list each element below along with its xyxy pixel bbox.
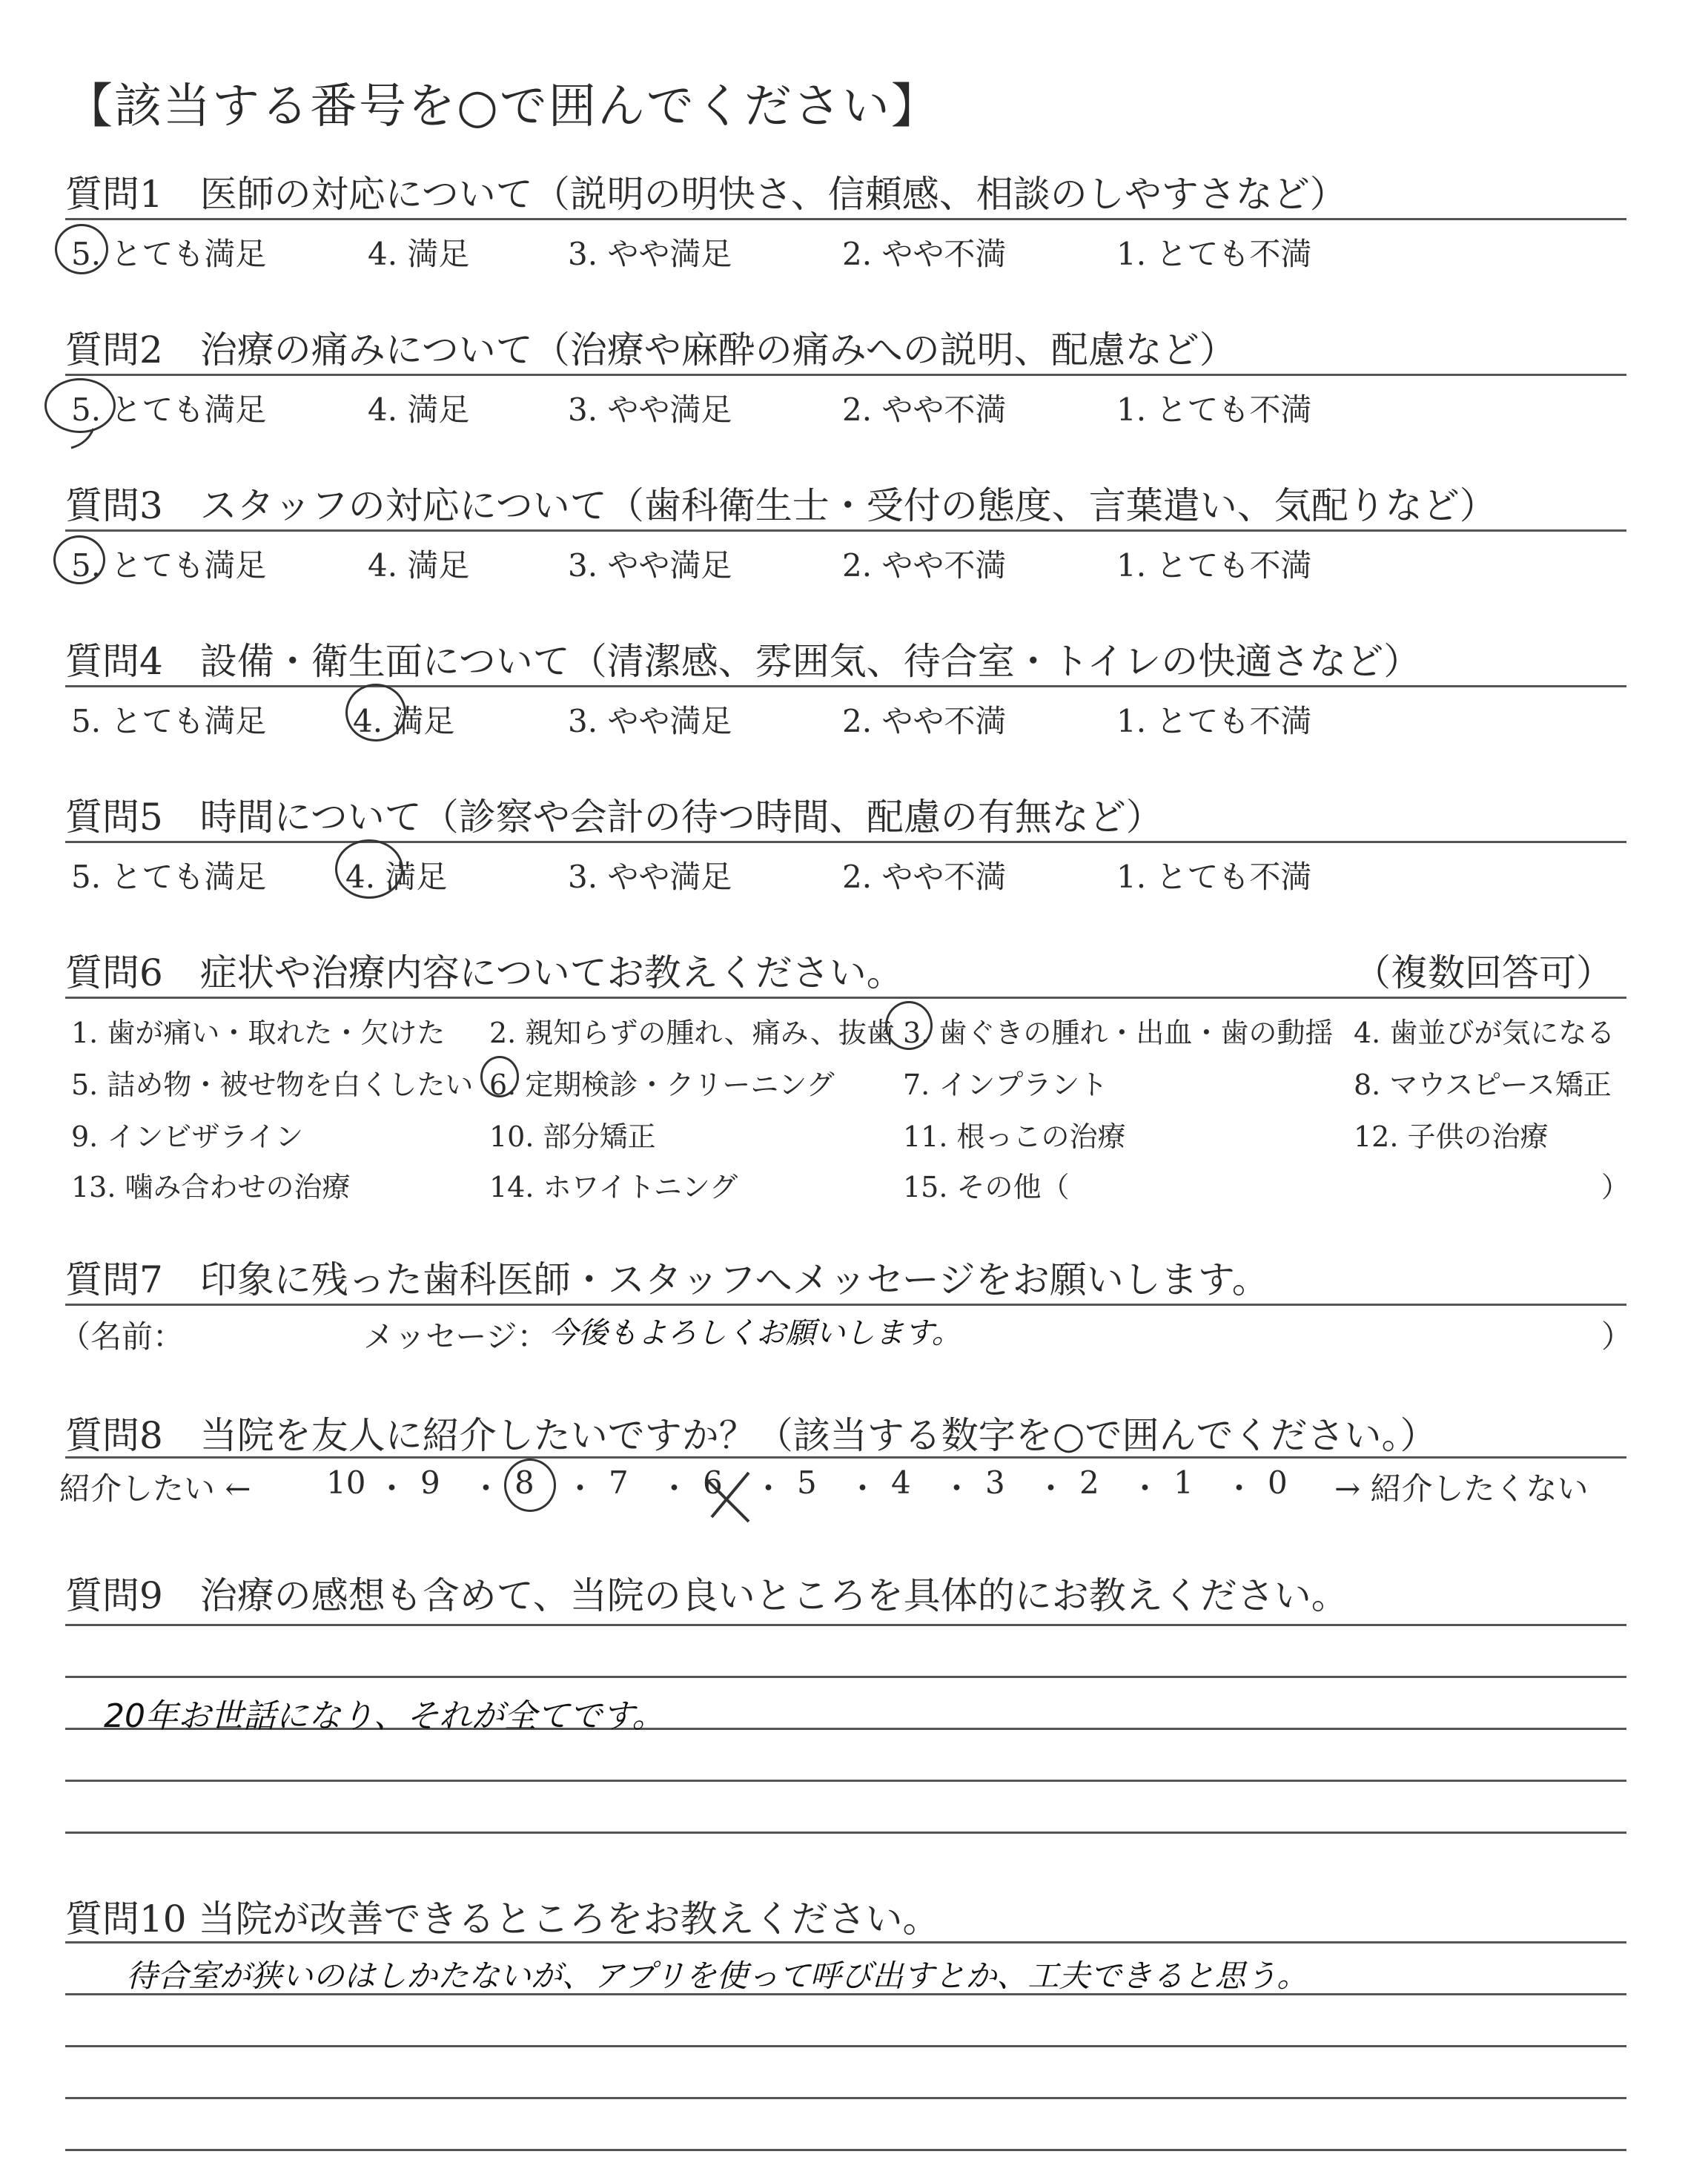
q1-option-4[interactable]: 4. 満足 bbox=[368, 236, 470, 272]
scale-separator: ・ bbox=[752, 1470, 784, 1507]
q3-option-4[interactable]: 4. 満足 bbox=[368, 547, 470, 584]
q4-option-2[interactable]: 2. やや不満 bbox=[842, 703, 1007, 739]
scale-value-8[interactable]: 8 bbox=[514, 1464, 534, 1501]
question-3-title: 質問3 スタッフの対応について（歯科衛生士・受付の態度、言葉遣い、気配りなど） bbox=[65, 484, 1497, 527]
q5-option-2[interactable]: 2. やや不満 bbox=[842, 859, 1007, 895]
crossed-out-mark bbox=[707, 1473, 749, 1522]
question-5-title: 質問5 時間について（診察や会計の待つ時間、配慮の有無など） bbox=[65, 796, 1163, 839]
question-7-title: 質問7 印象に残った歯科医師・スタッフへメッセージをお願いします。 bbox=[65, 1258, 1269, 1301]
q6-option-11[interactable]: 11. 根っこの治療 bbox=[903, 1120, 1126, 1153]
scale-separator: ・ bbox=[1129, 1470, 1161, 1507]
q1-option-1[interactable]: 1. とても不満 bbox=[1116, 236, 1312, 272]
scale-value-5[interactable]: 5 bbox=[797, 1464, 817, 1501]
q6-option-9[interactable]: 9. インビザライン bbox=[71, 1120, 304, 1153]
q6-option-12[interactable]: 12. 子供の治療 bbox=[1354, 1120, 1549, 1153]
pen-stroke bbox=[71, 429, 93, 448]
q3-option-5[interactable]: 5. とても満足 bbox=[71, 547, 267, 584]
q6-option-13[interactable]: 13. 噛み合わせの治療 bbox=[71, 1171, 351, 1203]
q6-option-8[interactable]: 8. マウスピース矯正 bbox=[1354, 1069, 1612, 1101]
q6-option-1[interactable]: 1. 歯が痛い・取れた・欠けた bbox=[71, 1017, 446, 1049]
scale-separator: ・ bbox=[564, 1470, 596, 1507]
q1-option-3[interactable]: 3. やや満足 bbox=[568, 236, 732, 272]
q2-option-4[interactable]: 4. 満足 bbox=[368, 392, 470, 428]
scale-separator: ・ bbox=[847, 1470, 878, 1507]
q6-option-15[interactable]: 15. その他（ bbox=[903, 1171, 1070, 1203]
handwritten-improvement: 待合室が狭いのはしかたないが、アプリを使って呼び出すとか、工夫できると思う。 bbox=[126, 1958, 1308, 1994]
scale-value-0[interactable]: 0 bbox=[1268, 1464, 1288, 1501]
q6-option-5[interactable]: 5. 詰め物・被せ物を白くしたい bbox=[71, 1069, 474, 1101]
q5-option-4[interactable]: 4. 満足 bbox=[345, 859, 448, 895]
q3-option-2[interactable]: 2. やや不満 bbox=[842, 547, 1007, 584]
page-header: 【該当する番号を○で囲んでください】 bbox=[65, 79, 940, 134]
q1-option-5[interactable]: 5. とても満足 bbox=[71, 236, 267, 272]
scale-value-7[interactable]: 7 bbox=[609, 1464, 629, 1501]
message-label: メッセージ： bbox=[363, 1318, 549, 1355]
q2-option-1[interactable]: 1. とても不満 bbox=[1116, 392, 1312, 428]
q6-option-14[interactable]: 14. ホワイトニング bbox=[489, 1171, 738, 1203]
scale-separator: ・ bbox=[1035, 1470, 1067, 1507]
scale-value-9[interactable]: 9 bbox=[420, 1464, 440, 1501]
q6-option-7[interactable]: 7. インプラント bbox=[903, 1069, 1108, 1101]
q3-option-3[interactable]: 3. やや満足 bbox=[568, 547, 732, 584]
q1-option-2[interactable]: 2. やや不満 bbox=[842, 236, 1007, 272]
q5-option-1[interactable]: 1. とても不満 bbox=[1116, 859, 1312, 895]
q4-option-4[interactable]: 4. 満足 bbox=[353, 703, 455, 739]
q4-option-1[interactable]: 1. とても不満 bbox=[1116, 703, 1312, 739]
q2-option-5[interactable]: 5. とても満足 bbox=[71, 392, 267, 428]
handwritten-message: 今後もよろしくお願いします。 bbox=[549, 1316, 961, 1350]
q4-option-5[interactable]: 5. とても満足 bbox=[71, 703, 267, 739]
q5-option-3[interactable]: 3. やや満足 bbox=[568, 859, 732, 895]
q6-option-3[interactable]: 3. 歯ぐきの腫れ・出血・歯の動揺 bbox=[903, 1017, 1334, 1049]
scale-value-4[interactable]: 4 bbox=[891, 1464, 911, 1501]
question-9-title: 質問9 治療の感想も含めて、当院の良いところを具体的にお教えください。 bbox=[65, 1574, 1348, 1617]
q6-option-6[interactable]: 6. 定期検診・クリーニング bbox=[489, 1069, 835, 1101]
q6-other-close-paren: ） bbox=[1601, 1171, 1630, 1203]
scale-separator: ・ bbox=[1223, 1470, 1255, 1507]
multiple-answers-note: （複数回答可） bbox=[1354, 951, 1613, 994]
recommend-right-label: → 紹介したくない bbox=[1334, 1470, 1589, 1507]
scale-value-6[interactable]: 6 bbox=[703, 1464, 723, 1501]
q4-option-3[interactable]: 3. やや満足 bbox=[568, 703, 732, 739]
scale-value-2[interactable]: 2 bbox=[1079, 1464, 1099, 1501]
scale-separator: ・ bbox=[941, 1470, 973, 1507]
q6-option-2[interactable]: 2. 親知らずの腫れ、痛み、抜歯 bbox=[489, 1017, 895, 1049]
scale-separator: ・ bbox=[658, 1470, 690, 1507]
scale-value-10[interactable]: 10 bbox=[326, 1464, 366, 1501]
handwritten-good-points: 20年お世話になり、それが全てです。 bbox=[104, 1697, 665, 1735]
question-2-title: 質問2 治療の痛みについて（治療や麻酔の痛みへの説明、配慮など） bbox=[65, 328, 1237, 371]
q3-option-1[interactable]: 1. とても不満 bbox=[1116, 547, 1312, 584]
q6-option-10[interactable]: 10. 部分矯正 bbox=[489, 1120, 656, 1153]
scale-value-3[interactable]: 3 bbox=[985, 1464, 1005, 1501]
name-label: （名前： bbox=[59, 1318, 185, 1355]
question-8-title: 質問8 当院を友人に紹介したいですか？（該当する数字を○で囲んでください。） bbox=[65, 1414, 1437, 1457]
q6-option-4[interactable]: 4. 歯並びが気になる bbox=[1354, 1017, 1615, 1049]
question-10-title: 質問10 当院が改善できるところをお教えください。 bbox=[65, 1898, 940, 1941]
message-close-paren: ） bbox=[1601, 1318, 1633, 1355]
q2-option-2[interactable]: 2. やや不満 bbox=[842, 392, 1007, 428]
question-1-title: 質問1 医師の対応について（説明の明快さ、信頼感、相談のしやすさなど） bbox=[65, 173, 1347, 216]
recommend-left-label: 紹介したい ← bbox=[59, 1470, 251, 1507]
question-4-title: 質問4 設備・衛生面について（清潔感、雰囲気、待合室・トイレの快適さなど） bbox=[65, 640, 1421, 683]
q2-option-3[interactable]: 3. やや満足 bbox=[568, 392, 732, 428]
scale-separator: ・ bbox=[376, 1470, 408, 1507]
q5-option-5[interactable]: 5. とても満足 bbox=[71, 859, 267, 895]
scale-value-1[interactable]: 1 bbox=[1174, 1464, 1194, 1501]
question-6-title: 質問6 症状や治療内容についてお教えください。 bbox=[65, 951, 904, 994]
scale-separator: ・ bbox=[470, 1470, 502, 1507]
